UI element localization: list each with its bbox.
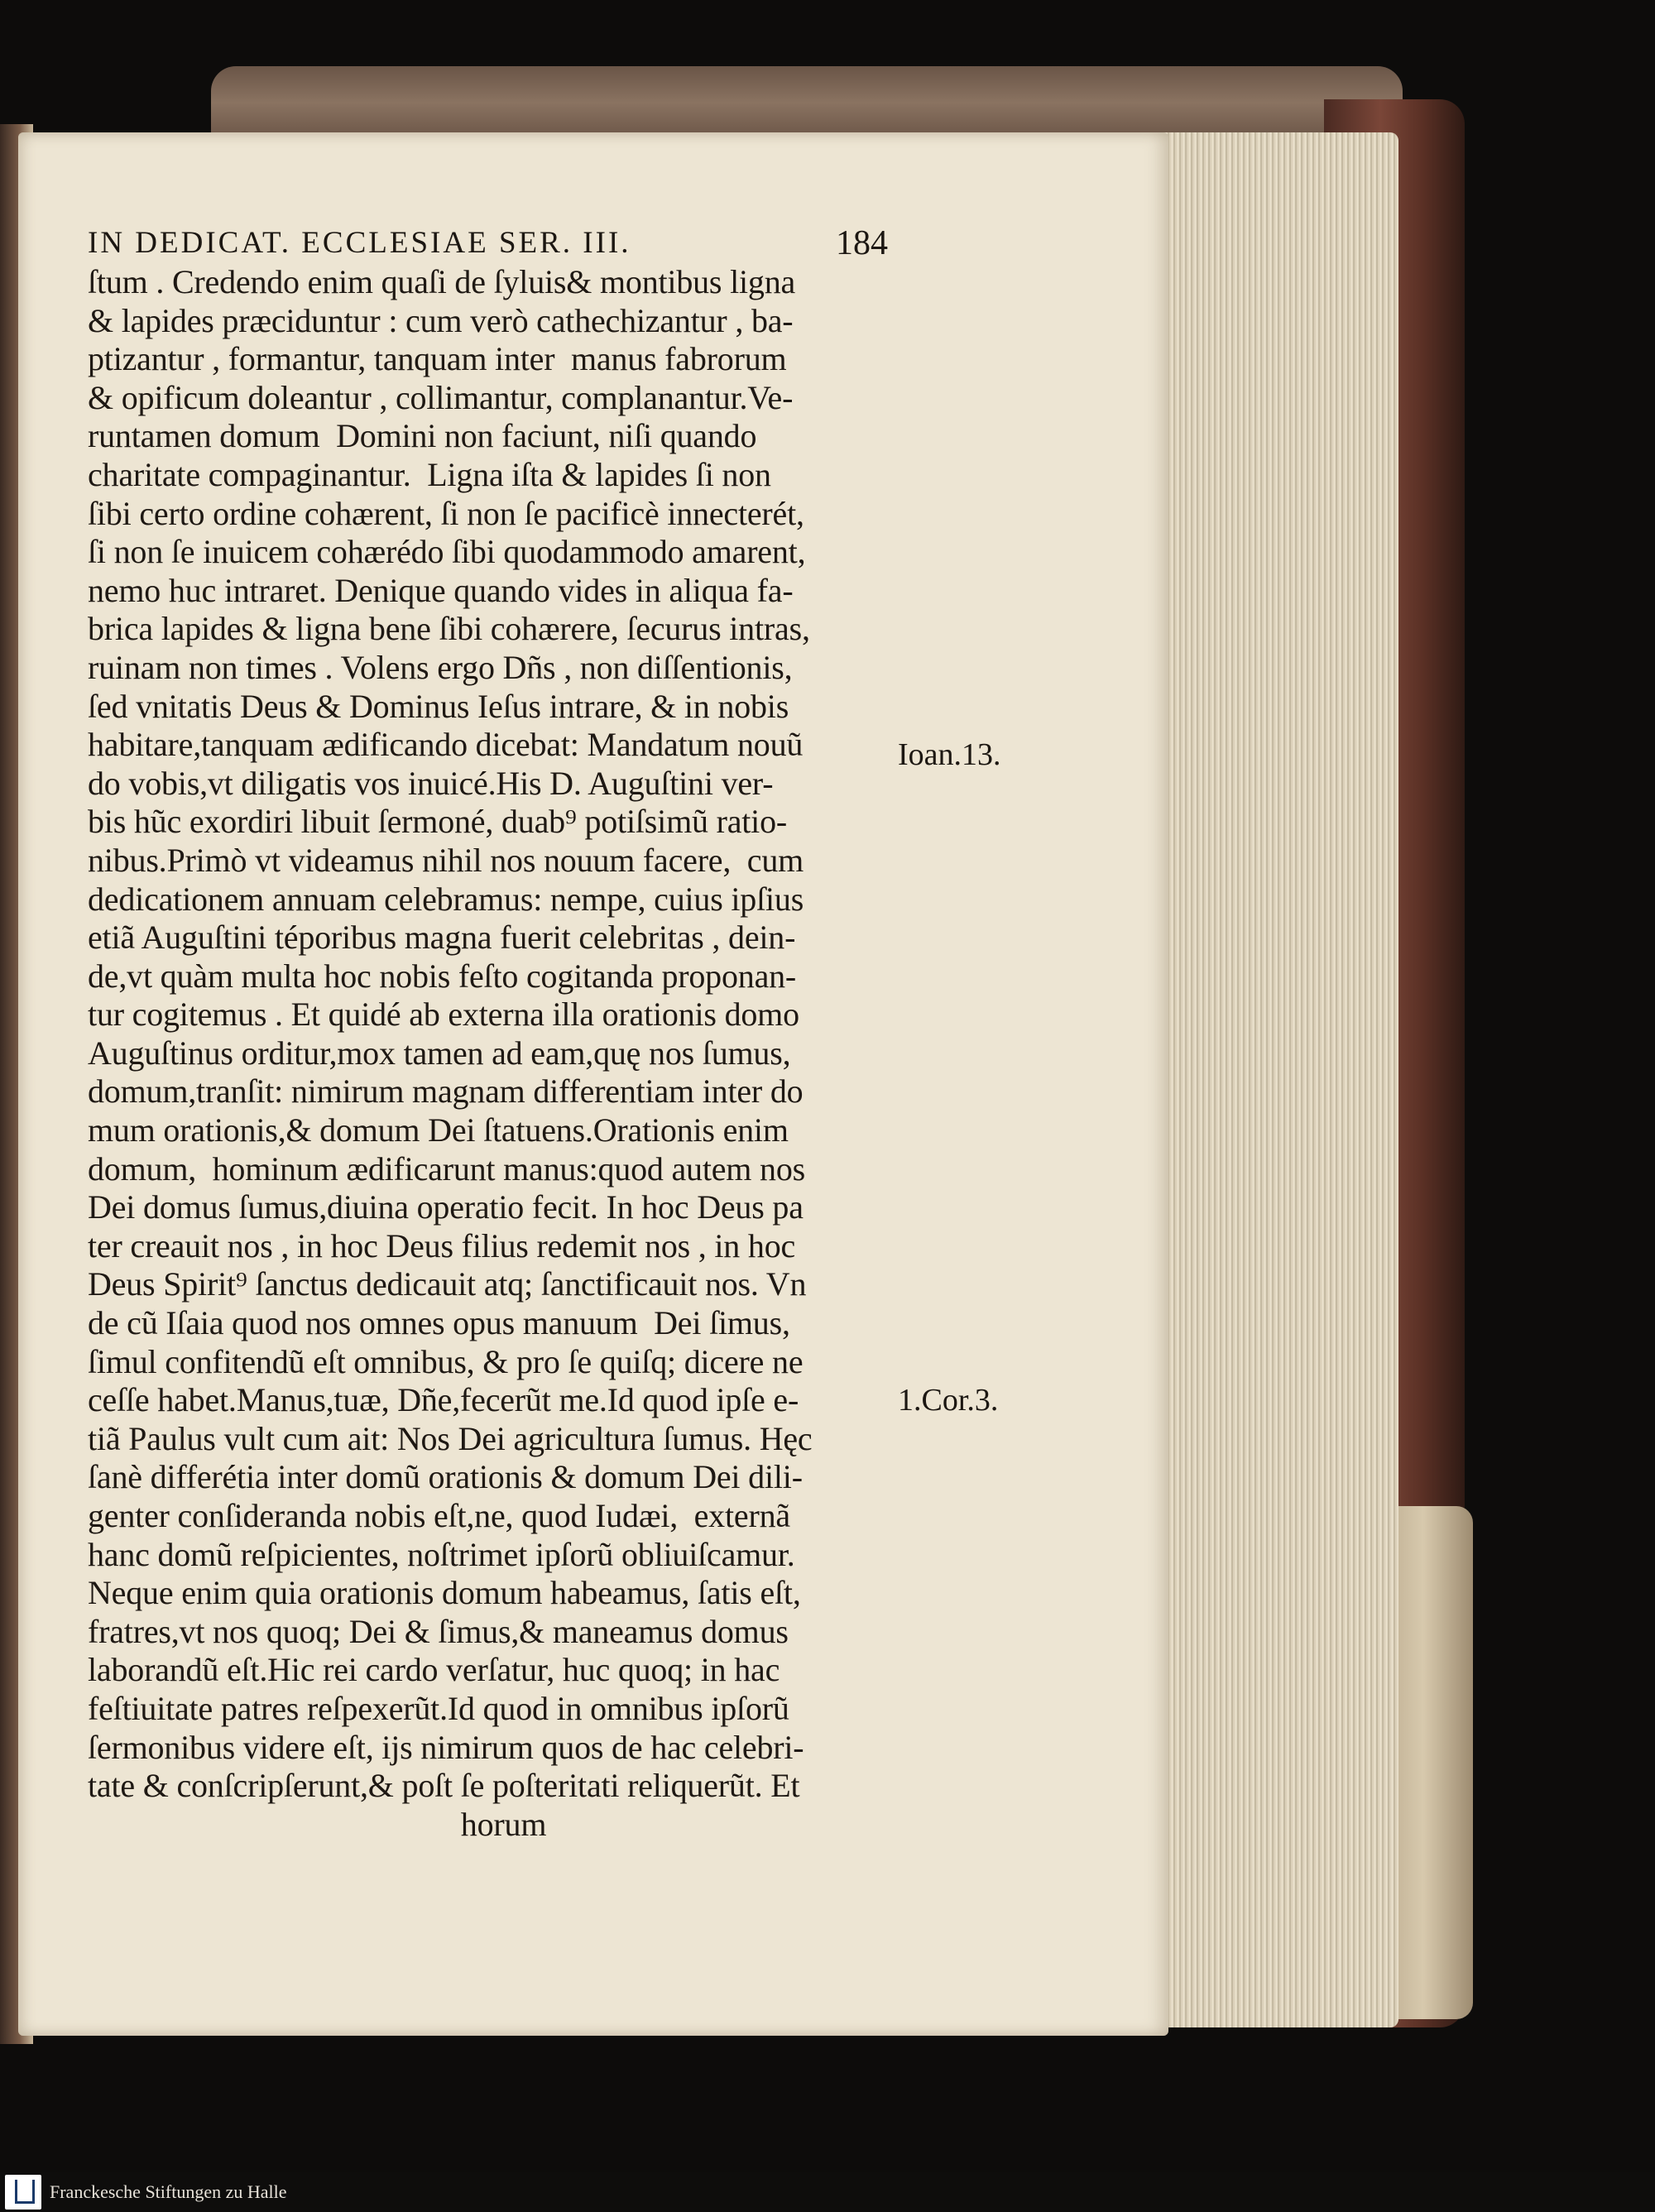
text-line: feſtiuitate patres reſpexerũt.Id quod in omnibus ipſorũ xyxy=(88,1689,789,1727)
text-line: horum xyxy=(88,1805,547,1843)
text-line: nemo huc intraret. Denique quando vides in aliqua fa- xyxy=(88,571,794,609)
text-line: ſibi certo ordine cohærent, ſi non ſe pacificè innecterét, xyxy=(88,494,804,532)
margin-reference-john: Ioan.13. xyxy=(898,737,1001,772)
text-line: runtamen domum Domini non faciunt, niſi quando xyxy=(88,417,757,455)
text-line: ſi non ſe inuicem cohærédo ſibi quodammodo amarent, xyxy=(88,533,806,571)
body-text xyxy=(88,263,915,1844)
text-line: & lapides præciduntur : cum verò cathechizantur , ba- xyxy=(88,301,794,339)
institution-label: Franckesche Stiftungen zu Halle xyxy=(50,2181,287,2202)
text-line: brica lapides & ligna bene ſibi cohærere, ſecurus intras, xyxy=(88,610,810,648)
text-line: Dei domus ſumus,diuina operatio fecit. In hoc Deus pa xyxy=(88,1188,804,1226)
text-line: domum, hominum ædificarunt manus:quod autem nos xyxy=(88,1149,805,1188)
text-line: Deus Spirit⁹ ſanctus dedicauit atq; ſanctificauit nos. Vn xyxy=(88,1265,807,1303)
text-line: laborandũ eſt.Hic rei cardo verſatur, huc quoq; in hac xyxy=(88,1651,780,1689)
text-line: ptizantur , formantur, tanquam inter manus fabrorum xyxy=(88,340,787,378)
text-line: tiã Paulus vult cum ait: Nos Dei agricultura ſumus. Hęc xyxy=(88,1419,813,1457)
text-line: de cũ Iſaia quod nos omnes opus manuum Dei ſimus, xyxy=(88,1304,790,1342)
text-line: tur cogitemus . Et quidé ab externa illa orationis domo xyxy=(88,996,799,1034)
text-line: charitate compaginantur. Ligna iſta & lapides ſi non xyxy=(88,455,771,493)
running-header: IN DEDICAT. ECCLESIAE SER. III. xyxy=(88,226,631,260)
text-line: tate & conſcripſerunt,& poſt ſe poſteritati reliquerũt. Et xyxy=(88,1767,800,1805)
text-line: domum,tranſit: nimirum magnam differentiam inter do xyxy=(88,1072,804,1111)
text-line: do vobis,vt diligatis vos inuicé.His D. Auguſtini ver- xyxy=(88,764,774,802)
text-line: ſed vnitatis Deus & Dominus Ieſus intrare, & in nobis xyxy=(88,687,789,725)
text-line: ſanè differétia inter domũ orationis & domum Dei dili- xyxy=(88,1458,803,1496)
text-line: nibus.Primò vt videamus nihil nos nouum facere, cum xyxy=(88,841,804,879)
text-line: bis hũc exordiri libuit ſermoné, duab⁹ potiſsimũ ratio- xyxy=(88,803,788,841)
text-line: Neque enim quia orationis domum habeamus, ſatis eſt, xyxy=(88,1574,801,1612)
text-line: dedicationem annuam celebramus: nempe, cuius ipſius xyxy=(88,880,804,918)
text-line: ſimul confitendũ eſt omnibus, & pro ſe quiſq; dicere ne xyxy=(88,1342,804,1380)
text-line: ruinam non times . Volens ergo Dñs , non diſſentionis, xyxy=(88,648,793,686)
text-line: fratres,vt nos quoq; Dei & ſimus,& maneamus domus xyxy=(88,1612,789,1650)
margin-reference-corinthians: 1.Cor.3. xyxy=(898,1383,999,1418)
text-line: habitare,tanquam ædificando dicebat: Mandatum nouũ xyxy=(88,726,804,764)
text-line: ceſſe habet.Manus,tuæ, Dñe,fecerũt me.Id quod ipſe e- xyxy=(88,1381,799,1419)
page-fore-edge xyxy=(1158,132,1398,2027)
institution-logo-icon xyxy=(5,2175,41,2210)
page-number: 184 xyxy=(836,224,888,262)
text-line: Auguſtinus orditur,mox tamen ad eam,quę nos ſumus, xyxy=(88,1034,791,1072)
text-line: & opificum doleantur , collimantur, complanantur.Ve- xyxy=(88,378,794,416)
text-line: ſtum . Credendo enim quaſi de ſyluis& montibus ligna xyxy=(88,263,796,300)
text-line: hanc domũ reſpicientes, noſtrimet ipſorũ obliuiſcamur. xyxy=(88,1535,795,1573)
text-line: ſermonibus videre eſt, ijs nimirum quos de hac celebri- xyxy=(88,1728,804,1766)
text-line: de,vt quàm multa hoc nobis feſto cogitanda proponan- xyxy=(88,957,797,995)
text-line: ter creauit nos , in hoc Deus filius redemit nos , in hoc xyxy=(88,1226,796,1264)
text-line: mum orationis,& domum Dei ſtatuens.Orationis enim xyxy=(88,1111,789,1149)
text-line: etiã Auguſtini téporibus magna fuerit celebritas , dein- xyxy=(88,919,796,957)
text-line: genter conſideranda nobis eſt,ne, quod Iudæi, externã xyxy=(88,1497,790,1534)
